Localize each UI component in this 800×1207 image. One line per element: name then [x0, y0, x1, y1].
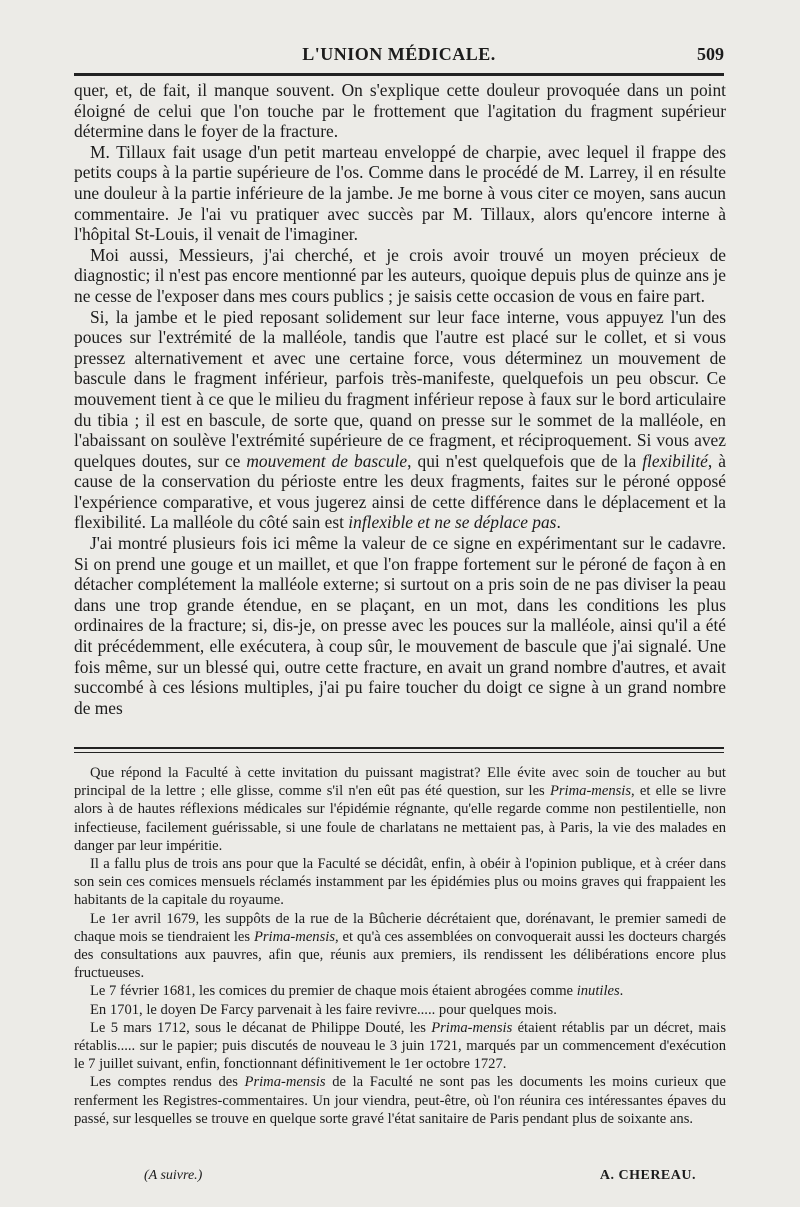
paragraph: J'ai montré plusieurs fois ici même la valeur de ce signe en expérimentant sur le cadavre. Si on prend une gouge et un maillet, et que l'on frappe fortement sur le péroné de façon à en détacher complétement la malléole externe; si surtout on a pris soin de ne pas diviser la peau dans une trop grande étendue, en se plaçant, en un mot, dans les conditions les plus ordinaires de la fracture; si, dis-je, on presse avec les pouces sur la malléole, ainsi qu'il a été dit précédemment, elle exécutera, à coup sûr, le mouvement de bascule que j'ai signalé. Une fois même, sur un blessé qui, outre cette fracture, en avait un grand nombre d'autres, et avait succombé à ces lésions multiples, j'ai pu faire toucher du doigt ce signe à un grand nombre de mes: [74, 533, 726, 718]
paragraph: [74, 982, 726, 1000]
text-run: , qui n'est quelquefois que de la: [407, 450, 643, 471]
feuilleton-separator: [74, 747, 724, 753]
text-run: de la Faculté ne sont pas les documents les moins curieux que renferment les Registres-commentaires. Un jour viendra, peut-être, où l'on réunira ces intéressantes épaves du passé, sur lesquelles se trouve en quelque sorte gravé l'état sanitaire de Paris pendant plus de soixante ans.: [74, 1074, 726, 1127]
paragraph: En 1701, le doyen De Farcy parvenait à les faire revivre..... pour quelques mois.: [90, 1001, 557, 1018]
feuilleton-footer: [74, 1168, 726, 1190]
emphasis: Prima-mensis: [253, 928, 336, 945]
text-run: étaient rétablis par un décret, mais rétablis..... sur le papier; puis discutés de nouveau le 3 juin 1721, marqués par un commencement d'exécution le 7 juillet suivant, enfin, fonctionnant définitivement le 1er octobre 1727.: [74, 1019, 726, 1073]
paragraph: [74, 910, 726, 983]
paragraph: [74, 1073, 726, 1128]
feuilleton-text: [74, 764, 726, 1128]
page-header: [74, 40, 724, 70]
paragraph: Il a fallu plus de trois ans pour que la Faculté se décidât, enfin, à obéir à l'opinion publique, et à créer dans son sein ces comices mensuels réclamés instamment par les épidémies plus ou moins graves qui frappaient les habitants de la capitale du royaume.: [74, 856, 726, 909]
emphasis: inutiles: [576, 983, 620, 1000]
continued-note: (A suivre.): [144, 1168, 203, 1183]
paragraph: quer, et, de fait, il manque souvent. On s'explique cette douleur provoquée dans un point éloigné de celui que l'on touche par le frottement que l'agitation du fragment supérieur détermine dans le foyer de la fracture.: [74, 80, 726, 142]
main-text: [74, 80, 726, 718]
text-run: Les comptes rendus des: [90, 1074, 245, 1091]
text-run: , à cause de la conservation du périoste entre les deux fragments, faites sur le péroné opposé l'expérience comparative, et vous jugerez ainsi de cette différence dans le déplacement et la flexibilité. La malléole du côté sain est: [74, 450, 726, 533]
text-run: Si, la jambe et le pied reposant solidement sur leur face interne, vous appuyez l'un des pouces sur l'extrémité de la malléole, tandis que l'autre est placé sur le collet, et si vous pressez alternativement et avec une certaine force, vous déterminez un mouvement de bascule dans le fragment inférieur, parfois très-manifeste, quelquefois un peu obscur. Ce mouvement tient à ce que le milieu du fragment inférieur repose à faux sur le bord articulaire du tibia ; il est en bascule, de sorte que, quand on presse sur le sommet de la malléole, en l'abaissant on soulève l'extrémité supérieure de ce fragment, et réciproquement. Si vous avez quelques doutes, sur ce: [74, 306, 726, 471]
text-run: Le 1er avril 1679, les suppôts de la rue de la Bûcherie décrétaient que, dorénavant, le premier samedi de chaque mois se tiendraient les: [74, 910, 726, 945]
paragraph: [74, 307, 726, 534]
emphasis: Prima-mensis: [244, 1074, 326, 1091]
author-signature: A. CHEREAU.: [599, 1168, 696, 1183]
text-run: , et qu'à ces assemblées on convoquerait aussi les docteurs chargés des consultations aux pauvres, afin que, réunis aux premiers, ils rendissent les délibérations encore plus fructueuses.: [74, 928, 726, 982]
text-run: .: [619, 983, 624, 1000]
emphasis: Prima-mensis: [549, 783, 632, 800]
emphasis: flexibilité: [642, 450, 708, 471]
emphasis: Prima-mensis: [431, 1019, 513, 1036]
emphasis: inflexible et ne se déplace pas: [348, 512, 557, 533]
running-title: L'UNION MÉDICALE.: [302, 44, 496, 64]
emphasis: mouvement de bascule: [246, 450, 408, 471]
paragraph: M. Tillaux fait usage d'un petit marteau enveloppé de charpie, avec lequel il frappe des petits coups à la partie supérieure de l'os. Comme dans le procédé de M. Larrey, il en résulte une douleur à la partie inférieure de la jambe. Je me borne à vous citer ce moyen, sans aucun commentaire. Je l'ai vu pratiquer avec succès par M. Tillaux, alors qu'encore interne à l'hôpital St-Louis, il venait de l'imaginer.: [74, 141, 726, 245]
paragraph: [74, 764, 726, 855]
page-number: 509: [697, 44, 724, 64]
text-run: Le 7 février 1681, les comices du premier de chaque mois étaient abrogées comme: [90, 983, 577, 1000]
header-rule: [74, 73, 724, 76]
paragraph: Moi aussi, Messieurs, j'ai cherché, et je crois avoir trouvé un moyen précieux de diagnostic; il n'est pas encore mentionné par les auteurs, quoique depuis plus de quinze ans je ne cesse de l'exposer dans mes cours publics ; je saisis cette occasion de vous en faire part.: [74, 244, 726, 306]
text-run: Que répond la Faculté à cette invitation du puissant magistrat? Elle évite avec soin de toucher au but principal de la lettre ; elle glisse, comme s'il n'en eût pas été question, sur les: [74, 765, 726, 800]
text-run: Le 5 mars 1712, sous le décanat de Philippe Douté, les: [90, 1019, 432, 1036]
text-run: .: [556, 512, 561, 533]
text-run: , et elle se livre alors à de hautes réflexions médicales sur l'épidémie régnante, qu'elle regarde comme non pestilentielle, non infectieuse, facilement guérissable, si une foule de charlatans ne mettaient pas, à Paris, la vie des malades en danger par leur impéritie.: [74, 783, 726, 854]
paragraph: [74, 1019, 726, 1074]
